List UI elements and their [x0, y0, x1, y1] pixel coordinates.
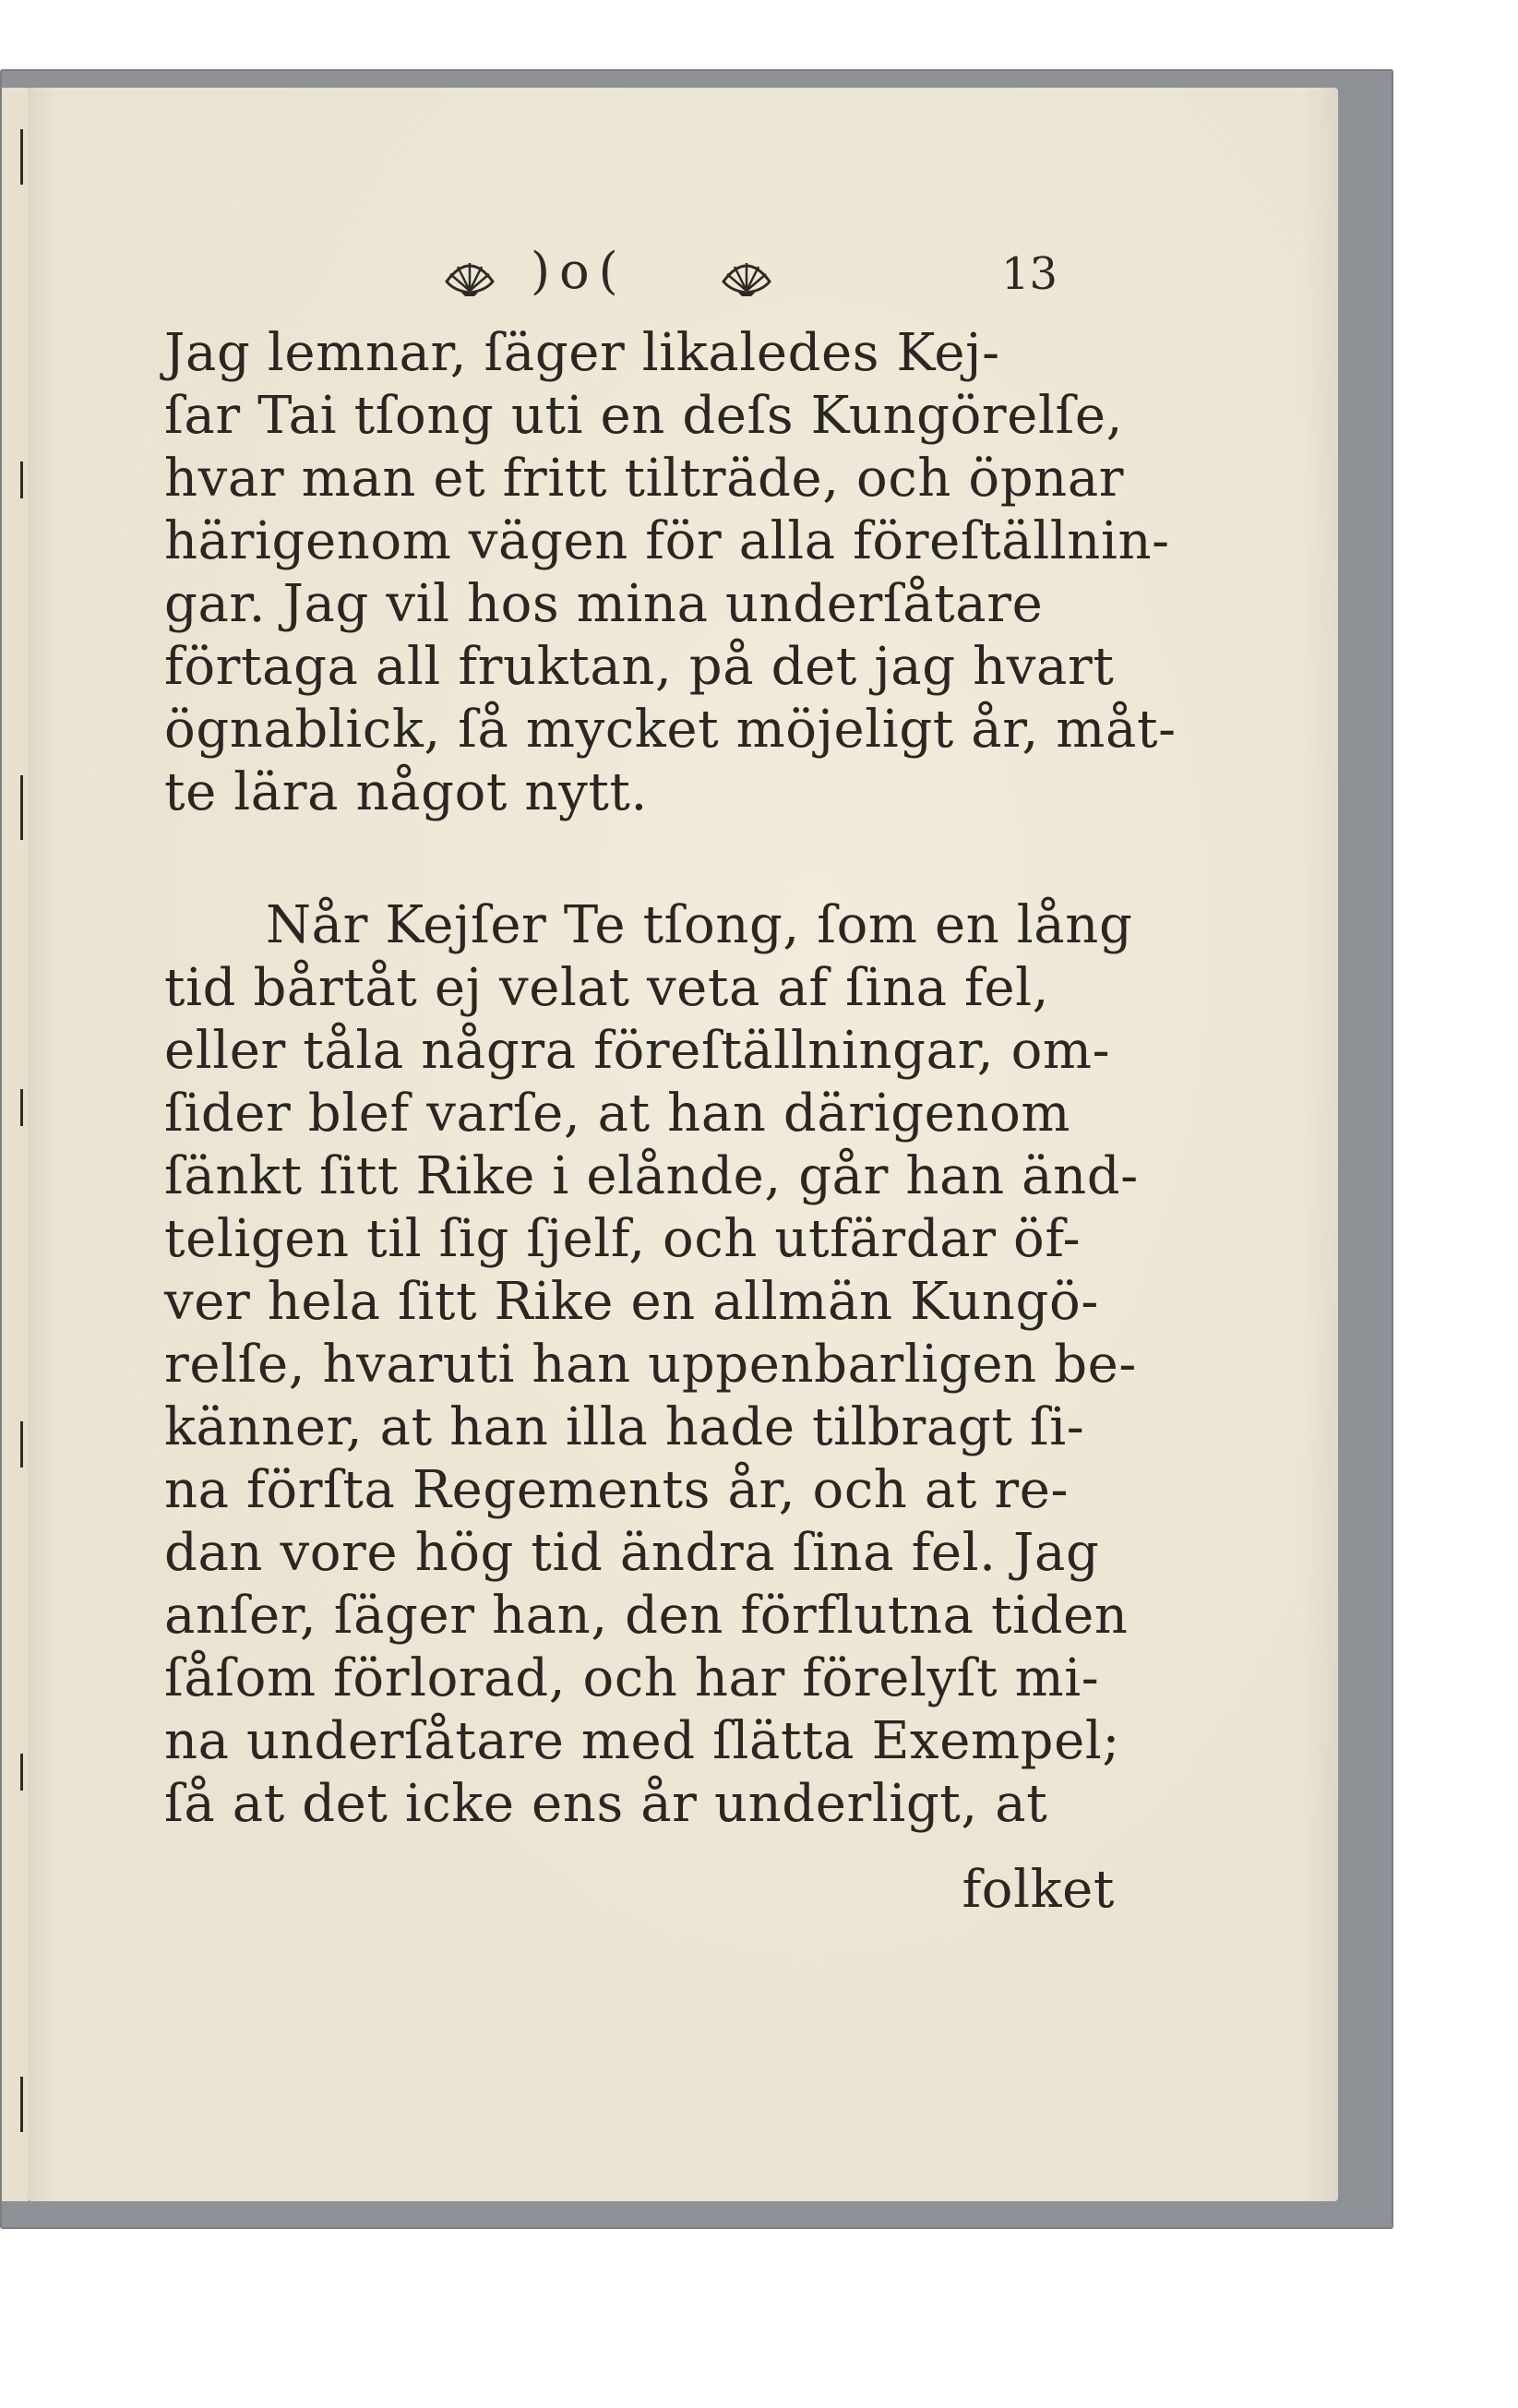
text-line: ögnablick, ſå mycket möjeligt år, måt- [164, 700, 1177, 760]
text-line: Jag lemnar, ſäger likaledes Kej- [164, 323, 1000, 383]
text-line: hvar man et fritt tilträde, och öpnar [164, 449, 1125, 509]
text-line: gar. Jag vil hos mina underſåtare [164, 574, 1044, 634]
text-line: härigenom vägen för alla föreſtällnin- [164, 511, 1170, 571]
text-line: relſe, hvaruti han uppenbarligen be- [164, 1335, 1137, 1395]
text-line: ſänkt ſitt Rike i elånde, går han änd- [164, 1146, 1139, 1206]
text-line: na förſta Regements år, och at re- [164, 1460, 1070, 1520]
text-line: förtaga all fruktan, på det jag hvart [164, 637, 1115, 697]
page-number: 13 [1001, 248, 1058, 300]
text-line: teligen til ſig ſjelf, och utfärdar öf- [164, 1209, 1082, 1269]
text-line: ſåſom förlorad, och har förelyſt mi- [164, 1648, 1100, 1708]
text-line: tid bårtåt ej velat veta af ſina fel, [164, 958, 1049, 1018]
text-line: ſar Tai tſong uti en deſs Kungörelſe, [164, 386, 1123, 446]
text-line: te lära något nytt. [164, 762, 648, 822]
text-line: ſå at det icke ens år underligt, at [164, 1774, 1048, 1834]
catchword: folket [962, 1860, 1115, 1920]
text-line: eller tåla några föreſtällningar, om- [164, 1021, 1111, 1081]
text-line: Når Kejſer Te tſong, ſom en lång [266, 895, 1133, 955]
shell-ornament-icon [720, 254, 773, 296]
header-mark: )o( [531, 242, 628, 300]
text-line: na underſåtare med ſlätta Exempel; [164, 1711, 1120, 1771]
text-line: dan vore hög tid ändra ſina fel. Jag [164, 1523, 1100, 1583]
text-line: ſider blef varſe, at han därigenom [164, 1084, 1071, 1144]
running-head [424, 242, 1126, 309]
text-line: ver hela ſitt Rike en allmän Kungö- [164, 1272, 1099, 1332]
spine-stitching [20, 129, 26, 2160]
text-line: anſer, ſäger han, den förflutna tiden [164, 1586, 1129, 1646]
text-line: känner, at han illa hade tilbragt ſi- [164, 1397, 1085, 1457]
shell-ornament-icon [443, 254, 496, 296]
